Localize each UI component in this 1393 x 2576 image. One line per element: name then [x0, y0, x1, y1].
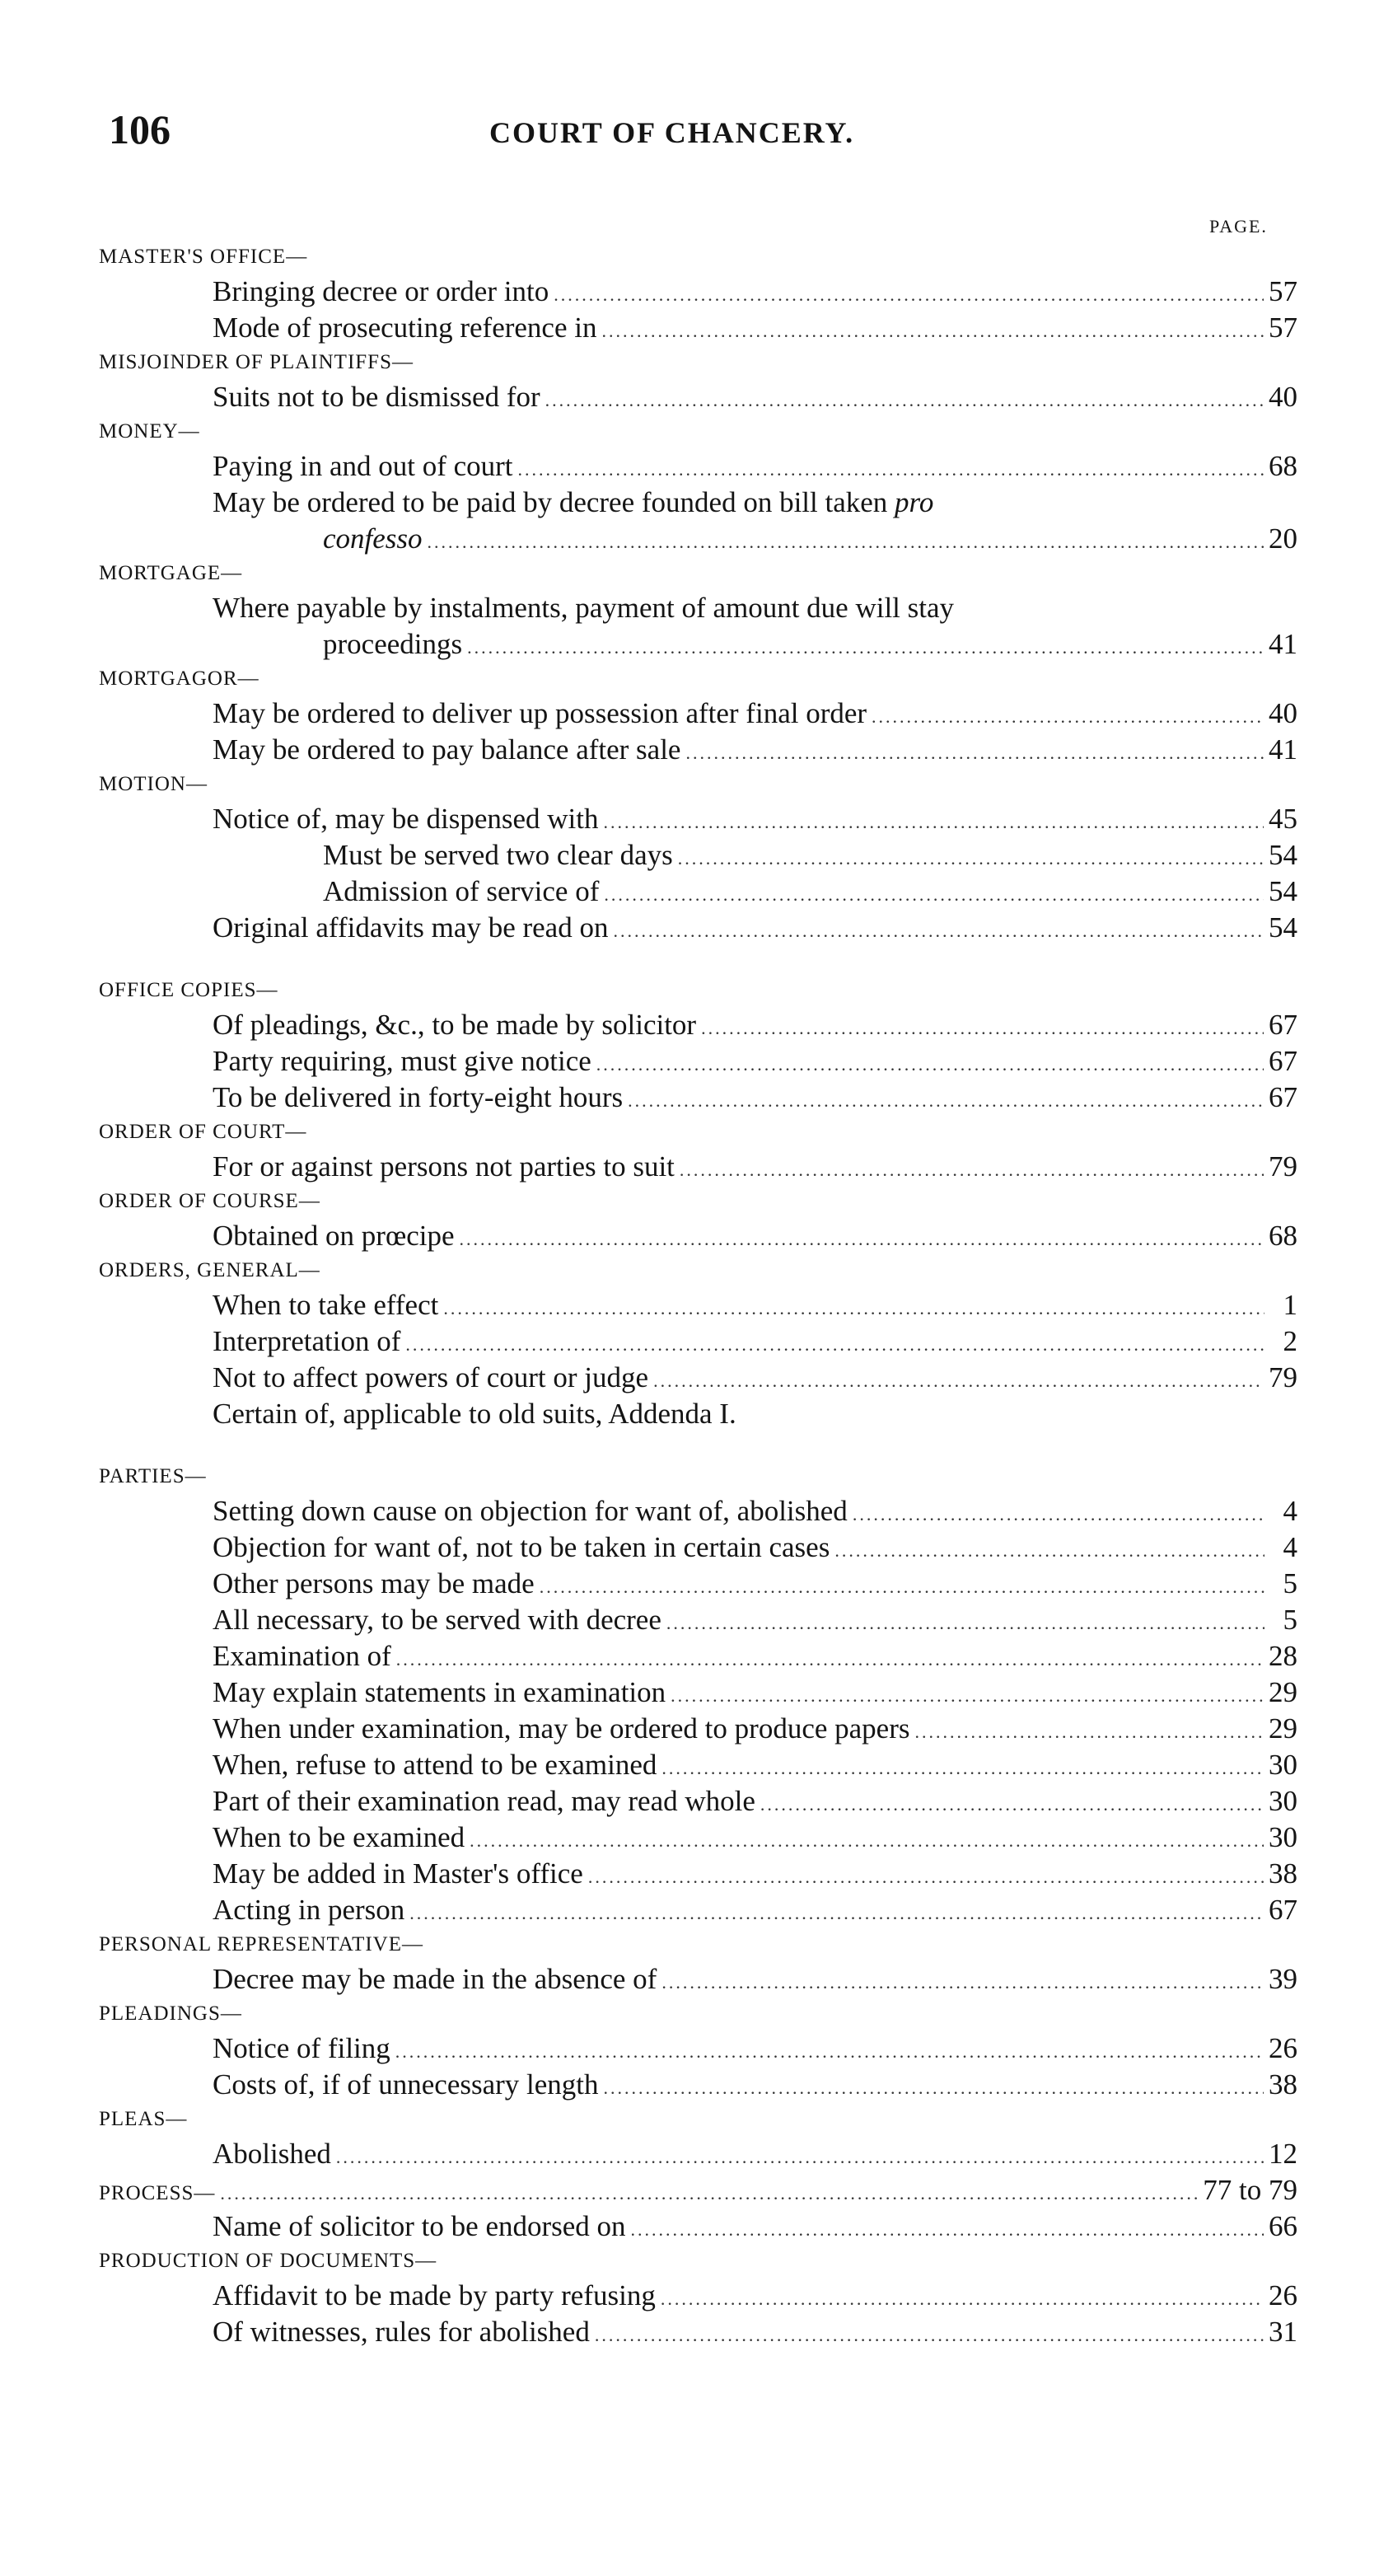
dot-leader — [666, 1605, 1264, 1642]
section-heading: MISJOINDER OF PLAINTIFFS— — [99, 351, 414, 373]
entry-text: PROCESS— — [99, 2182, 216, 2204]
entry-text: May explain statements in examination — [213, 1676, 666, 1708]
dot-leader — [853, 1496, 1264, 1533]
index-section — [99, 768, 1297, 946]
dot-leader — [428, 524, 1264, 560]
entry-page-number: 39 — [1269, 1963, 1297, 1995]
index-entry — [99, 1892, 1297, 1928]
entry-page-number: 38 — [1269, 1857, 1297, 1890]
entry-text: Admission of service of — [323, 875, 600, 907]
entry-page-number: 68 — [1269, 450, 1297, 482]
section-heading: ORDER OF COURSE— — [99, 1190, 320, 1212]
entry-text: Mode of prosecuting reference in — [213, 311, 597, 344]
entry-text: May be ordered to pay balance after sale — [213, 733, 681, 766]
entry-page-number: 66 — [1269, 2210, 1297, 2242]
entry-page-number: 67 — [1269, 1081, 1297, 1113]
entry-text: Not to affect powers of court or judge — [213, 1361, 649, 1393]
entry-text: Examination of — [213, 1640, 391, 1672]
entry-text: All necessary, to be served with decree — [213, 1604, 661, 1636]
entry-text: Affidavit to be made by party refusing — [213, 2279, 656, 2311]
entry-page-number: 67 — [1269, 1894, 1297, 1926]
dot-leader — [701, 1010, 1264, 1047]
dot-leader — [396, 1642, 1264, 1678]
index-section — [99, 974, 1297, 1116]
index-entry — [99, 696, 1297, 732]
index-entry — [99, 1961, 1297, 1998]
index-section — [99, 346, 1297, 415]
entry-page-number: 54 — [1269, 911, 1297, 944]
entry-page-number: 30 — [1269, 1821, 1297, 1853]
dot-leader — [554, 277, 1264, 313]
index-section — [99, 1998, 1297, 2103]
dot-leader — [685, 735, 1264, 771]
index-entry — [99, 801, 1297, 837]
entry-text: Costs of, if of unnecessary length — [213, 2068, 599, 2101]
entry-page-number: 26 — [1269, 2279, 1297, 2311]
entry-page-number: 79 — [1269, 1361, 1297, 1393]
dot-leader — [545, 382, 1264, 419]
entry-text: confesso — [323, 522, 423, 555]
dot-leader — [604, 877, 1264, 913]
dot-leader — [678, 841, 1264, 877]
index-entry — [99, 1007, 1297, 1043]
index-entry — [99, 1287, 1297, 1323]
entry-text: Of pleadings, &c., to be made by solicitor — [213, 1009, 697, 1041]
index-entry — [99, 274, 1297, 310]
entry-text: May be ordered to be paid by decree founded on bill taken pro — [213, 486, 934, 518]
dot-leader — [220, 2176, 1198, 2212]
dot-leader — [443, 1290, 1264, 1327]
entry-text: When under examination, may be ordered to produce papers — [213, 1712, 910, 1745]
entry-page-number: 26 — [1269, 2032, 1297, 2064]
entry-text: Acting in person — [213, 1894, 405, 1926]
section-spacer — [99, 1432, 1297, 1460]
index-entry — [99, 2208, 1297, 2245]
dot-leader — [409, 1895, 1264, 1932]
dot-leader — [914, 1714, 1264, 1750]
dot-leader — [872, 699, 1264, 735]
entry-page-number: 28 — [1269, 1640, 1297, 1672]
entry-page-number: 57 — [1269, 311, 1297, 344]
entry-page-number: 29 — [1269, 1676, 1297, 1708]
entry-text: Name of solicitor to be endorsed on — [213, 2210, 626, 2242]
index-entry — [99, 837, 1297, 873]
index-entry — [99, 2136, 1297, 2172]
index-entry — [99, 1493, 1297, 1529]
dot-leader — [653, 1363, 1264, 1399]
entry-text: For or against persons not parties to suit — [213, 1150, 675, 1183]
entry-text: Other persons may be made — [213, 1567, 535, 1599]
index-entry — [99, 732, 1297, 768]
index-entry — [99, 910, 1297, 946]
dot-leader — [470, 1823, 1264, 1859]
entry-page-number: 5 — [1283, 1567, 1297, 1599]
index-entry — [99, 2067, 1297, 2103]
dot-leader — [628, 1083, 1264, 1119]
index-entry — [99, 1711, 1297, 1747]
dot-leader — [671, 1678, 1264, 1714]
index-entry — [99, 1529, 1297, 1566]
dot-leader — [518, 452, 1264, 488]
entry-page-number: 79 — [1269, 1150, 1297, 1183]
index-entry — [99, 1323, 1297, 1360]
entry-text: When to take effect — [213, 1289, 439, 1321]
entry-text: Of witnesses, rules for abolished — [213, 2316, 590, 2348]
section-heading: PARTIES— — [99, 1465, 207, 1487]
entry-text: May be added in Master's office — [213, 1857, 583, 1890]
section-spacer — [99, 946, 1297, 974]
entry-page-number: 30 — [1269, 1785, 1297, 1817]
entry-page-number: 41 — [1269, 733, 1297, 766]
entry-text: When, refuse to attend to be examined — [213, 1749, 657, 1781]
dot-leader — [661, 1965, 1264, 2001]
index-section — [99, 663, 1297, 768]
section-heading: MOTION— — [99, 773, 208, 795]
index-entry — [99, 626, 1297, 663]
section-heading: ORDER OF COURT— — [99, 1121, 307, 1143]
entry-text: Decree may be made in the absence of — [213, 1963, 657, 1995]
index-entry — [99, 1360, 1297, 1396]
section-heading: MASTER'S OFFICE— — [99, 246, 308, 268]
entry-page-number: 68 — [1269, 1220, 1297, 1252]
entry-text: Setting down cause on objection for want of, abolished — [213, 1495, 848, 1527]
dot-leader — [604, 804, 1264, 841]
dot-leader — [834, 1533, 1264, 1569]
index-entry — [99, 1674, 1297, 1711]
index-section — [99, 2172, 1297, 2245]
dot-leader — [540, 1569, 1264, 1605]
entry-page-number: 54 — [1269, 875, 1297, 907]
entry-text: Notice of, may be dispensed with — [213, 803, 599, 835]
section-heading: MORTGAGE— — [99, 562, 243, 584]
section-heading: MONEY— — [99, 420, 200, 443]
index-section — [99, 415, 1297, 557]
dot-leader — [631, 2212, 1264, 2248]
entry-page-number: 31 — [1269, 2316, 1297, 2348]
dot-leader — [680, 1152, 1264, 1188]
dot-leader — [661, 2281, 1264, 2317]
index-entry — [99, 1149, 1297, 1185]
index-entry — [99, 590, 1297, 626]
index-list — [99, 241, 1297, 2350]
dot-leader — [601, 313, 1264, 349]
index-entry — [99, 2172, 1297, 2208]
entry-page-number: 4 — [1283, 1531, 1297, 1563]
entry-page-number: 2 — [1283, 1325, 1297, 1357]
entry-page-number: 4 — [1283, 1495, 1297, 1527]
section-heading: PERSONAL REPRESENTATIVE— — [99, 1933, 424, 1955]
index-entry — [99, 1747, 1297, 1783]
index-entry — [99, 448, 1297, 485]
entry-page-number: 40 — [1269, 381, 1297, 413]
entry-page-number: 12 — [1269, 2138, 1297, 2170]
entry-text: Objection for want of, not to be taken in certain cases — [213, 1531, 830, 1563]
index-entry — [99, 2314, 1297, 2350]
section-heading: PRODUCTION OF DOCUMENTS— — [99, 2250, 437, 2272]
index-entry — [99, 2030, 1297, 2067]
index-entry — [99, 2278, 1297, 2314]
dot-leader — [661, 1750, 1264, 1787]
entry-text: To be delivered in forty-eight hours — [213, 1081, 624, 1113]
entry-text: Abolished — [213, 2138, 331, 2170]
index-entry — [99, 1783, 1297, 1820]
index-entry — [99, 1856, 1297, 1892]
dot-leader — [467, 630, 1264, 666]
dot-leader — [460, 1221, 1264, 1258]
entry-page-number: 29 — [1269, 1712, 1297, 1745]
section-heading: ORDERS, GENERAL— — [99, 1259, 320, 1281]
entry-text: When to be examined — [213, 1821, 465, 1853]
dot-leader — [613, 913, 1264, 949]
entry-page-number: 57 — [1269, 275, 1297, 307]
index-entry — [99, 1820, 1297, 1856]
entry-page-number: 67 — [1269, 1045, 1297, 1077]
section-heading: OFFICE COPIES— — [99, 979, 278, 1001]
dot-leader — [595, 2317, 1264, 2354]
entry-page-number: 38 — [1269, 2068, 1297, 2101]
index-entry — [99, 379, 1297, 415]
entry-text: proceedings — [323, 628, 463, 660]
dot-leader — [336, 2139, 1264, 2176]
index-section — [99, 1460, 1297, 1928]
section-heading: PLEAS— — [99, 2108, 188, 2130]
entry-text: Suits not to be dismissed for — [213, 381, 540, 413]
dot-leader — [760, 1787, 1264, 1823]
entry-text: Part of their examination read, may read whole — [213, 1785, 755, 1817]
entry-text: Interpretation of — [213, 1325, 401, 1357]
index-section — [99, 241, 1297, 346]
page-header — [109, 105, 1295, 163]
entry-text: May be ordered to deliver up possession after final order — [213, 697, 867, 729]
entry-page-number: 1 — [1283, 1289, 1297, 1321]
index-entry — [99, 1080, 1297, 1116]
entry-text: Certain of, applicable to old suits, Addenda I. — [213, 1398, 736, 1430]
entry-page-number: 30 — [1269, 1749, 1297, 1781]
italic-term: pro — [895, 486, 934, 518]
index-section — [99, 1116, 1297, 1185]
page-column-label: PAGE. — [1209, 216, 1268, 237]
entry-page-number: 54 — [1269, 839, 1297, 871]
entry-text: Party requiring, must give notice — [213, 1045, 591, 1077]
entry-page-number: 5 — [1283, 1604, 1297, 1636]
index-entry — [99, 310, 1297, 346]
section-heading: PLEADINGS— — [99, 2002, 242, 2025]
entry-text: Bringing decree or order into — [213, 275, 549, 307]
entry-page-number: 77 to 79 — [1203, 2174, 1297, 2206]
entry-page-number: 40 — [1269, 697, 1297, 729]
entry-page-number: 45 — [1269, 803, 1297, 835]
entry-page-number: 20 — [1269, 522, 1297, 555]
entry-text: Where payable by instalments, payment of amount due will stay — [213, 592, 955, 624]
page-number: 106 — [109, 106, 171, 152]
entry-page-number: 67 — [1269, 1009, 1297, 1041]
index-entry — [99, 1043, 1297, 1080]
section-heading: MORTGAGOR— — [99, 667, 259, 690]
index-section — [99, 1185, 1297, 1254]
dot-leader — [604, 2070, 1264, 2106]
entry-text: Notice of filing — [213, 2032, 390, 2064]
entry-page-number: 41 — [1269, 628, 1297, 660]
index-entry — [99, 485, 1297, 521]
index-section — [99, 1928, 1297, 1998]
entry-text: Obtained on prœcipe — [213, 1220, 455, 1252]
index-entry — [99, 521, 1297, 557]
dot-leader — [405, 1327, 1264, 1363]
dot-leader — [596, 1047, 1264, 1083]
dot-leader — [395, 2034, 1264, 2070]
running-title: COURT OF CHANCERY. — [489, 116, 855, 149]
index-section — [99, 1254, 1297, 1432]
entry-text: Original affidavits may be read on — [213, 911, 609, 944]
index-entry — [99, 1218, 1297, 1254]
entry-text: Paying in and out of court — [213, 450, 513, 482]
index-entry — [99, 1566, 1297, 1602]
index-entry — [99, 873, 1297, 910]
index-section — [99, 557, 1297, 663]
index-entry — [99, 1638, 1297, 1674]
dot-leader — [588, 1859, 1264, 1895]
index-entry — [99, 1602, 1297, 1638]
index-entry — [99, 1396, 1297, 1432]
index-section — [99, 2245, 1297, 2350]
entry-text: Must be served two clear days — [323, 839, 673, 871]
index-section — [99, 2103, 1297, 2172]
